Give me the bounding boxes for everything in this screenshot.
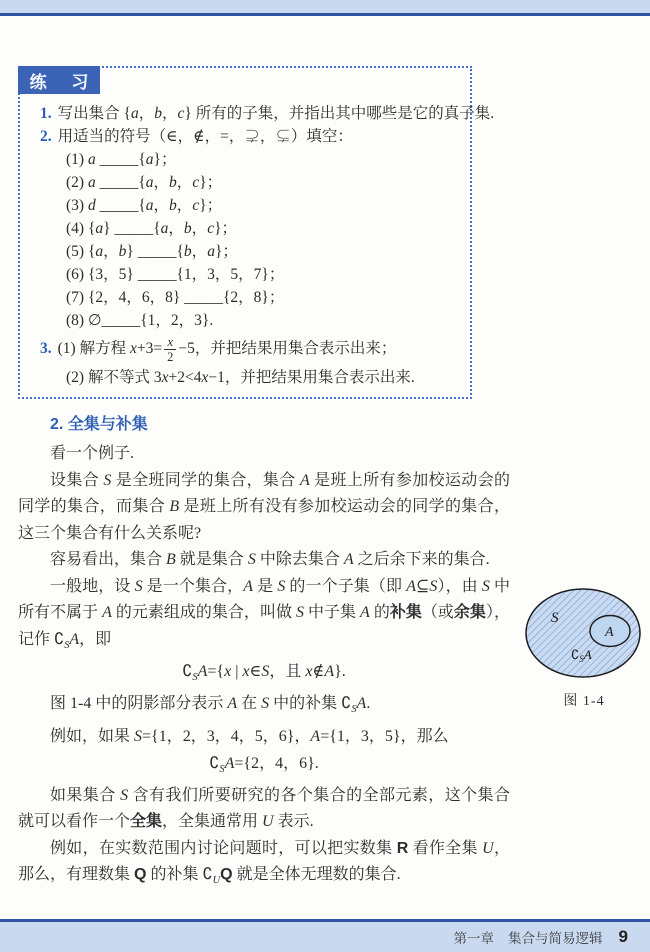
exercise-2-text: 用适当的符号（∈，∉，=，⊋，⊊）填空： (57, 128, 353, 145)
venn-label-complement: $∁_SA$ (571, 647, 592, 664)
footer-page-number: 9 (618, 927, 628, 946)
footer-chapter: 第一章 (453, 931, 495, 946)
exercise-1 (40, 102, 495, 125)
fraction-x-over-2 (164, 335, 176, 365)
figure-caption: 图 1-4 (563, 694, 605, 709)
exercise-2-blank-2: (2) a _____{a，b，c}； (66, 174, 223, 191)
formula-complement-example: $∁_SA=\{2$，4，6}. (209, 754, 319, 775)
exercise-3-1-label: (1) (57, 340, 76, 357)
paragraph-real-numbers-example: 例如，在实数范围内讨论问题时，可以把实数集 R 看作全集 U，那么，有理数集 Q 的补集 $∁_UQ$ 就是全体无理数的集合. (18, 839, 510, 887)
exercise-1-number: 1. (40, 105, 52, 122)
exercise-3-2-text: 解不等式 3x+2<4x−1，并把结果用集合表示出来. (87, 369, 415, 386)
fraction-denominator: 2 (167, 349, 174, 364)
page-top-band (0, 0, 650, 16)
section-content (18, 413, 510, 895)
exercise-2-number: 2. (40, 128, 52, 145)
paragraph-intro: 看一个例子. (50, 445, 135, 462)
paragraph-figure-reference: 图 1-4 中的阴影部分表示 A 在 S 中的补集 $∁_SA$. (50, 695, 371, 716)
exercise-2-blank-5: (5) {a，b} _____{b，a}； (66, 243, 238, 260)
exercise-3-part-2 (66, 366, 458, 389)
exercise-3-number: 3. (40, 340, 52, 357)
section-heading: 2. 全集与补集 (50, 416, 148, 433)
exercise-1-text: 写出集合 {a，b，c} 所有的子集，并指出其中哪些是它的真子集. (57, 105, 495, 122)
paragraph-universal-set: 如果集合 S 含有我们所要研究的各个集合的全部元素，这个集合就可以看作一个全集，全集通常用 U 表示. (18, 786, 510, 831)
footer-section-title: 集合与简易逻辑 (508, 931, 603, 946)
exercise-2-blank-6: (6) {3，5} _____{1，3，5，7}； (66, 266, 285, 283)
exercise-3-2-label: (2) (66, 369, 85, 386)
venn-diagram (521, 586, 647, 684)
formula-complement-definition: $∁_SA=\{x$ | x∈S，且 x∉A}. (182, 663, 346, 684)
paragraph-definition-complement: 一般地，设 S 是一个集合，A 是 S 的一个子集（即 A⊆S），由 S 中所有不属于 A 的元素组成的集合，叫做 S 中子集 A 的补集（或余集），记作 $∁_SA$，即 (18, 577, 510, 651)
exercise-3-1-post: −5，并把结果用集合表示出来； (178, 340, 397, 357)
exercise-3-part-1 (40, 332, 458, 366)
exercise-2 (40, 125, 458, 148)
exercise-3-1-pre: 解方程 x+3= (79, 340, 163, 357)
practice-box (18, 66, 495, 399)
practice-box-title: 练 习 (18, 66, 100, 94)
fraction-numerator: x (164, 335, 176, 350)
paragraph-observation: 容易看出，集合 B 就是集合 S 中除去集合 A 之后余下来的集合. (50, 551, 490, 568)
exercise-2-blank-4: (4) {a} _____{a，b，c}； (66, 220, 238, 237)
venn-label-A: A (605, 625, 614, 640)
exercise-2-blank-7: (7) {2，4，6，8} _____{2，8}； (66, 289, 285, 306)
venn-label-S: S (551, 610, 559, 626)
paragraph-numeric-example: 例如，如果 S={1，2，3，4，5，6}，A={1，3，5}，那么 (50, 728, 449, 746)
exercise-2-blank-3: (3) d _____{a，b，c}； (66, 197, 223, 214)
exercise-2-blank-8: (8) ∅_____{1，2，3}. (66, 312, 214, 329)
page-footer (0, 919, 650, 952)
exercise-2-blank-1: (1) a _____{a}； (66, 151, 177, 168)
paragraph-example-sets: 设集合 S 是全班同学的集合，集合 A 是班上所有参加校运动会的同学的集合，而集合 B 是班上所有没有参加校运动会的同学的集合，这三个集合有什么关系呢? (18, 471, 510, 542)
